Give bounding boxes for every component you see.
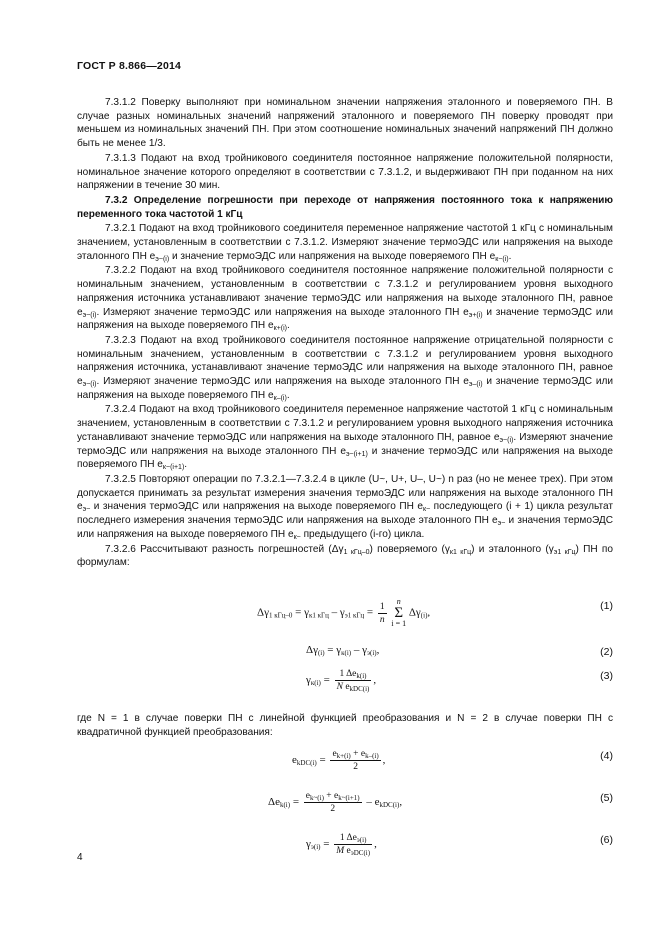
- equation-5: $\Delta e_{k(i)}$ = $\frac{e_{k\sim(i)} + e_{k\sim(i+1)}}{2}$ – $e_{kDC(i)}$, (5): [268, 791, 613, 814]
- paragraph-7-3-2-2: 7.3.2.2 Подают на вход тройникового соединителя постоянное напряжение положительной полярности с номинальным значением, установленным в соответствии с 7.3.1.2 и регулированием уровня выходного напряжения источника устанавливают значение термоЭДС или напряжения на выходе эталонного ПН, равное $e_{э\sim(i)}$. Измеряют значение термоЭДС или напряжения на выходе эталонного ПН $e_{э+(i)}$ и значение термоЭДС или напряжения на выходе поверяемого ПН $e_{к+(i)}$.: [77, 265, 613, 333]
- paragraph-7-3-2-3: 7.3.2.3 Подают на вход тройникового соединителя постоянное напряжение отрицательной полярности с номинальным значением, установленным в соответствии с 7.3.1.2 и регулированием уровня выходного напряжения источника, устанавливают значение термоЭДС или напряжения на выходе эталонного ПН, равное $e_{э\sim(i)}$. Измеряют значение термоЭДС или напряжения на выходе эталонного ПН $e_{э-(i)}$ и значение термоЭДС или напряжения на выходе поверяемого ПН $e_{к-(i)}$.: [77, 334, 613, 402]
- equation-number: (3): [600, 670, 613, 682]
- fraction: $\frac{e_{k\sim(i)} + e_{k\sim(i+1)}}{2}$: [305, 791, 360, 814]
- equation-4: $e_{kDC(i)}$ = $\frac{e_{k+(i)} + e_{k-(i)}}{2}$ , (4): [292, 749, 613, 772]
- equation-number: (4): [600, 750, 613, 762]
- paragraph-7-3-2-5: 7.3.2.5 Повторяют операции по 7.3.2.1—7.3.2.4 в цикле (U~, U+, U–, U~) n раз (но не менее трех). При этом допускается принимать за результат измерения значения термоЭДС или напряжения на выходе эталонного ПН $e_{э\sim}$ и значения термоЭДС или напряжения на выходе поверяемого ПН $e_{к\sim}$ последующего (i + 1) цикла результат последнего измерения значения термоЭДС или напряжения на выходе эталонного ПН $e_{э\sim}$ и значения термоЭДС или напряжения на выходе поверяемого ПН $e_{к\sim}$ предыдущего (i-го) цикла.: [77, 473, 613, 541]
- fraction: $\frac{e_{k+(i)} + e_{k-(i)}}{2}$: [332, 749, 379, 772]
- equation-number: (2): [600, 646, 613, 658]
- paragraph-7-3-1-3: 7.3.1.3 Подают на вход тройникового соединителя постоянное напряжение положительной полярности, номинальное значение которого определяют в соответствии с 7.3.1.2, и выдерживают ПН при поданном на них напряжении в течение 30 мин.: [77, 152, 613, 192]
- equation-6: $\gamma_{э(i)}$ = $\frac{1 \Delta e_{э(i)}}{M e_{эDC(i)}}$ , (6): [306, 833, 613, 857]
- paragraph-7-3-2-1: 7.3.2.1 Подают на вход тройникового соединителя переменное напряжение частотой 1 кГц с номинальным значением, установленным в соответствии с 7.3.1.2. Измеряют значение термоЭДС или напряжения на выходе эталонного ПН $e_{э\sim(i)}$ и значение термоЭДС или напряжения на выходе поверяемого ПН $e_{к\sim(i)}$.: [77, 223, 613, 263]
- equation-3: $\gamma_{к(i)}$ = $\frac{1 \Delta e_{k(i)}}{N e_{kDC(i)}}$ , (3): [306, 669, 613, 693]
- equation-number: (1): [600, 600, 613, 612]
- sum-symbol: n Σ i = 1: [391, 597, 407, 628]
- paragraph-definition-n: где N = 1 в случае поверки ПН с линейной функцией преобразования и N = 2 в случае поверки ПН с квадратичной функцией преобразования:: [77, 713, 613, 738]
- document-body-continued: [77, 712, 613, 740]
- document-body: [77, 96, 613, 571]
- paragraph-7-3-2-4: 7.3.2.4 Подают на вход тройникового соединителя переменное напряжение частотой 1 кГц с номинальным значением, установленным в соответствии с 7.3.1.2 и регулированием уровня выходного напряжения источника устанавливают значение термоЭДС или напряжения на выходе эталонного ПН, равное $e_{э\sim(i)}$. Измеряют значение термоЭДС или напряжения на выходе эталонного ПН $e_{э\sim(i+1)}$ и значение термоЭДС или напряжения на выходе поверяемого ПН $e_{к\sim(i+1)}$.: [77, 404, 613, 472]
- page-number: 4: [77, 852, 83, 863]
- paragraph-7-3-2-6: 7.3.2.6 Рассчитывают разность погрешностей $(\Delta\gamma_{1 кГц-0})$ поверяемого $(\gamma_{к1 кГц})$ и эталонного $(\gamma_{э1 кГц})$ ПН по формулам:: [77, 543, 613, 569]
- fraction: $\frac{1 \Delta e_{k(i)}}{N e_{kDC(i)}}$: [336, 669, 370, 693]
- paragraph-7-3-1-2: 7.3.1.2 Поверку выполняют при номинальном значении напряжения эталонного и поверяемого ПН. В случае разных номинальных значений напряжений эталонного и поверяемого ПН поверку проводят при меньшем из номинальных значений ПН. При этом соотношение номинальных значений напряжений ПН должно быть не менее 1/3.: [77, 97, 613, 150]
- fraction: $\frac{1}{n}$: [379, 601, 385, 625]
- equation-2: $\Delta\gamma_{(i)} = \gamma_{к(i)} - \gamma_{э(i)}$, (2): [306, 644, 613, 658]
- document-header: ГОСТ Р 8.866—2014: [77, 60, 182, 72]
- fraction: $\frac{1 \Delta e_{э(i)}}{M e_{эDC(i)}}$: [336, 833, 371, 857]
- equation-1: $\Delta\gamma_{1 кГц-0} = \gamma_{к1 кГц} - \gamma_{э1 кГц}$ = $\frac{1}{n}$ n Σ i = 1 $\Delta\gamma_{(i)}$, (1): [257, 597, 613, 628]
- equation-number: (6): [600, 834, 613, 846]
- section-heading-7-3-2: 7.3.2 Определение погрешности при переходе от напряжения постоянного тока к напряжению переменного тока частотой 1 кГц: [77, 194, 613, 220]
- equation-number: (5): [600, 792, 613, 804]
